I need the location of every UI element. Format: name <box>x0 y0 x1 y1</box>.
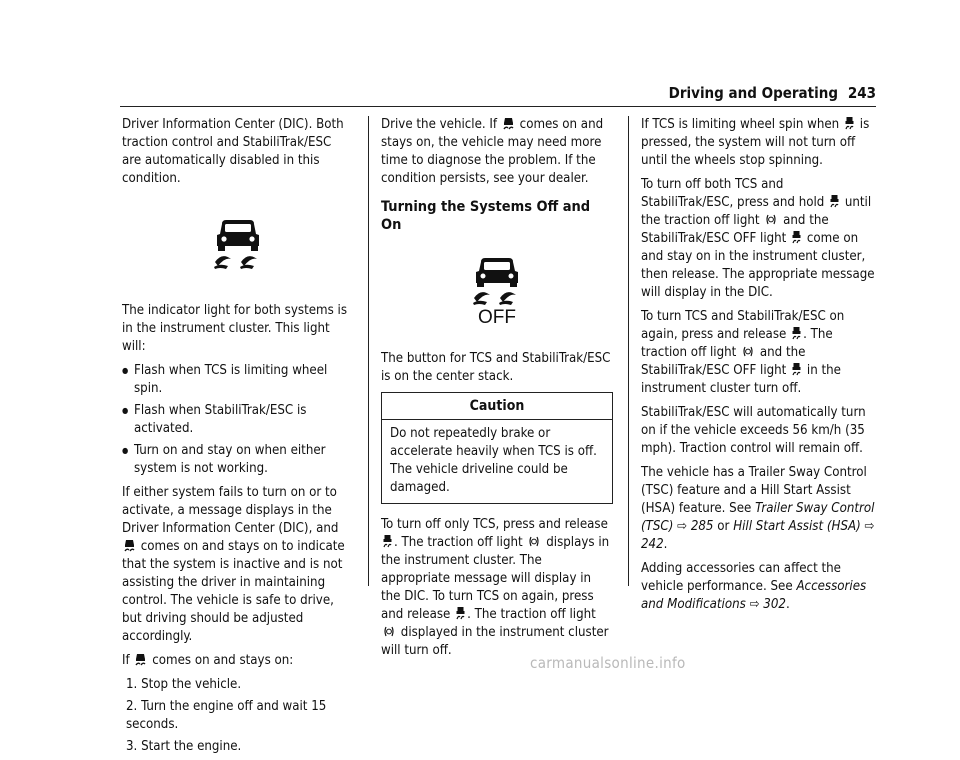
text-span: in the instrument cluster turn off. <box>641 363 841 396</box>
esc-off-light-icon <box>792 362 801 376</box>
header-rule <box>120 106 876 107</box>
paragraph-turn-on-again <box>641 308 877 398</box>
caution-box <box>381 392 613 504</box>
text-span: comes on and stays on: <box>152 653 294 668</box>
link-hill-start-assist[interactable]: Hill Start Assist (HSA) <box>733 519 861 534</box>
page-ref-302[interactable]: 302 <box>763 597 786 612</box>
traction-off-light-icon <box>765 213 777 226</box>
paragraph-button-location: The button for TCS and StabiliTrak/ESC is on the center stack. <box>381 351 611 384</box>
column-divider-1 <box>368 116 369 586</box>
text-span: comes on and stays on, the vehicle may need more time to diagnose the problem. If the condition persists, see your dealer. <box>381 117 604 186</box>
paragraph-wheel-spin <box>641 116 877 170</box>
traction-button-icon <box>845 116 854 130</box>
traction-mini-icon <box>503 117 514 130</box>
column-1 <box>122 116 354 760</box>
esc-off-light-icon <box>792 230 801 244</box>
caution-title: Caution <box>382 393 612 420</box>
text-span: If TCS is limiting wheel spin when <box>641 117 840 132</box>
text-span: . The traction off light <box>394 535 523 550</box>
text-span: Drive the vehicle. If <box>381 117 498 132</box>
list-item: 3. Start the engine. <box>126 739 242 754</box>
watermark: carmanualsonline.info <box>530 654 686 672</box>
column-divider-2 <box>628 116 629 586</box>
traction-button-icon <box>792 326 801 340</box>
page-ref-arrow-icon: ⇨ <box>749 597 760 612</box>
text-span: To turn off only TCS, press and release <box>381 517 608 532</box>
paragraph-indicator-light: The indicator light for both systems is in the instrument cluster. This light will: <box>122 303 348 354</box>
figure-traction-icon <box>122 218 354 276</box>
traction-button-icon <box>456 606 465 620</box>
traction-control-icon <box>212 218 264 270</box>
text-span: . <box>785 597 790 612</box>
traction-button-icon <box>830 194 839 208</box>
section-heading: Turning the Systems Off and On <box>381 199 591 233</box>
page-ref-285[interactable]: 285 <box>690 519 714 534</box>
text-span: . The traction off light <box>467 607 596 622</box>
section-title: Driving and Operating <box>668 84 838 102</box>
text-span: or <box>717 519 730 534</box>
list-item: ● Turn on and stay on when either system is not working. <box>122 442 354 478</box>
indicator-bullet-list <box>122 362 354 478</box>
text-span: displayed in the instrument cluster will turn off. <box>381 625 609 658</box>
column-3 <box>641 116 877 620</box>
text-span: and the StabiliTrak/ESC OFF light <box>641 345 806 378</box>
traction-off-light-icon <box>528 535 540 548</box>
text-span: To turn TCS and StabiliTrak/ESC on again, press and release <box>641 309 845 342</box>
paragraph-accessories <box>641 560 877 614</box>
text-span: . The traction off light <box>641 327 833 360</box>
traction-mini-icon <box>135 653 146 666</box>
paragraph-drive-vehicle <box>381 116 613 188</box>
paragraph-turn-off-tcs <box>381 516 613 660</box>
link-accessories-modifications[interactable]: Accessories and Modifications <box>641 579 867 612</box>
list-item: 2. Turn the engine off and wait 15 seconds. <box>126 699 327 732</box>
off-label: OFF <box>478 307 516 326</box>
traction-button-icon <box>383 534 392 548</box>
paragraph-auto-on: StabiliTrak/ESC will automatically turn on if the vehicle exceeds 56 km/h (35 mph). Traction control will remain off. <box>641 405 866 456</box>
list-item: ● Flash when StabiliTrak/ESC is activated. <box>122 402 354 438</box>
traction-off-light-icon <box>383 625 395 638</box>
text-span: The vehicle has a Trailer Sway Control (TSC) feature and a Hill Start Assist (HSA) feature. See <box>641 465 867 516</box>
text-span: comes on and stays on to indicate that the system is inactive and is not assisting the driver in maintaining control. The vehicle is safe to drive, but driving should be adjusted accordingly. <box>122 539 345 644</box>
list-item: ● Flash when TCS is limiting wheel spin. <box>122 362 354 398</box>
paragraph-turn-off-both <box>641 176 877 302</box>
text-span: is pressed, the system will not turn off until the wheels stop spinning. <box>641 117 870 168</box>
text-span: To turn off both TCS and StabiliTrak/ESC, press and hold <box>641 177 825 210</box>
steps-list <box>122 676 354 756</box>
caution-body: Do not repeatedly brake or accelerate heavily when TCS is off. The vehicle driveline could be damaged. <box>390 426 597 495</box>
traction-mini-icon <box>124 539 135 552</box>
page-ref-242[interactable]: 242 <box>641 537 664 552</box>
paragraph-system-fail <box>122 484 354 646</box>
column-2 <box>381 116 613 666</box>
page-ref-arrow-icon: ⇨ <box>864 519 875 534</box>
text-span: If either system fails to turn on or to activate, a message displays in the Driver Information Center (DIC), and <box>122 485 339 536</box>
list-item: 1. Stop the vehicle. <box>126 677 242 692</box>
text-span: Adding accessories can affect the vehicle performance. See <box>641 561 841 594</box>
paragraph-tsc-hsa <box>641 464 877 554</box>
page-number: 243 <box>847 84 876 102</box>
link-trailer-sway-control[interactable]: Trailer Sway Control (TSC) <box>641 501 875 534</box>
paragraph-dic-intro: Driver Information Center (DIC). Both traction control and StabiliTrak/ESC are automatically disabled in this condition. <box>122 117 344 186</box>
text-span: . <box>663 537 668 552</box>
traction-off-icon <box>472 256 522 326</box>
paragraph-stays-on <box>122 652 354 670</box>
text-span: until the traction off light <box>641 195 872 228</box>
figure-traction-off-icon <box>381 256 613 332</box>
page-ref-arrow-icon: ⇨ <box>677 519 688 534</box>
page-header <box>0 84 960 106</box>
traction-off-light-icon <box>742 345 754 358</box>
text-span: and the StabiliTrak/ESC OFF light <box>641 213 829 246</box>
text-span: displays in the instrument cluster. The appropriate message will display in the DIC. To turn TCS on again, press and release <box>381 535 610 622</box>
text-span: come on and stay on in the instrument cluster, then release. The appropriate message will display in the DIC. <box>641 231 875 300</box>
text-span: If <box>122 653 130 668</box>
